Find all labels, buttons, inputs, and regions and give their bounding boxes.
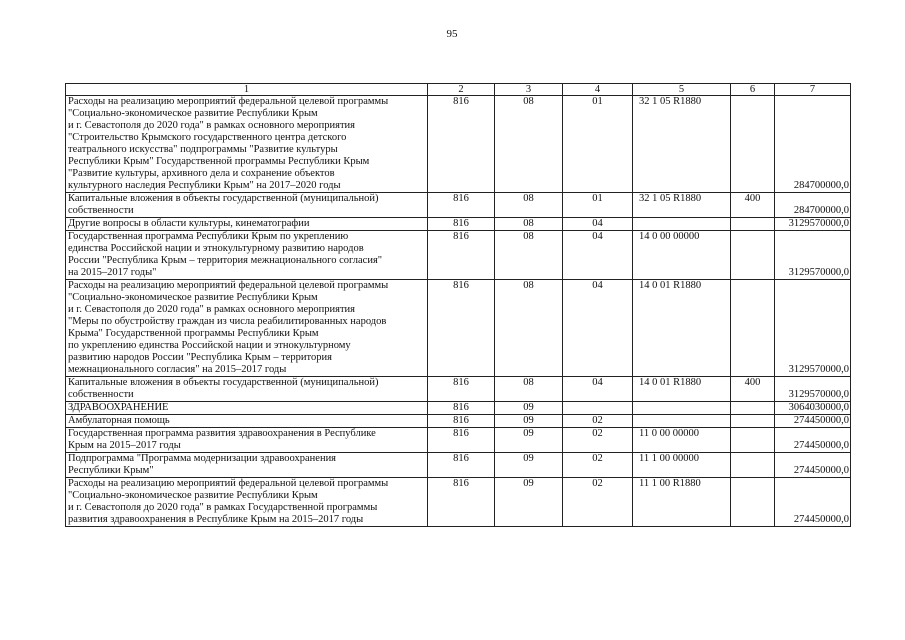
amount: 3129570000,0 <box>775 231 851 280</box>
target-article-code: 11 1 00 00000 <box>633 453 731 478</box>
section-code: 09 <box>495 415 563 428</box>
table-row <box>66 478 851 527</box>
description-line: Расходы на реализацию мероприятий федеральной целевой программы <box>68 478 389 489</box>
table-row <box>66 231 851 280</box>
description-line: Капитальные вложения в объекты государственной (муниципальной) <box>68 193 379 204</box>
target-article-code: 11 0 00 00000 <box>633 428 731 453</box>
description-line: "Социально-экономическое развитие Республики Крым <box>68 490 318 501</box>
row-description <box>66 280 428 377</box>
admin-code: 816 <box>428 193 495 218</box>
table-row <box>66 218 851 231</box>
row-description <box>66 96 428 193</box>
target-article-code <box>633 415 731 428</box>
description-line: и г. Севастополя до 2020 года" в рамках основного мероприятия <box>68 120 355 131</box>
subsection-code <box>563 402 633 415</box>
target-article-code: 32 1 05 R1880 <box>633 193 731 218</box>
description-line: единства Российской нации и этнокультурному развитию народов <box>68 243 364 254</box>
expense-type-code <box>731 478 775 527</box>
expense-type-code <box>731 96 775 193</box>
amount: 284700000,0 <box>775 193 851 218</box>
description-line: Расходы на реализацию мероприятий федеральной целевой программы <box>68 96 389 107</box>
admin-code: 816 <box>428 453 495 478</box>
target-article-code <box>633 402 731 415</box>
subsection-code: 04 <box>563 231 633 280</box>
description-line: по укреплению единства Российской нации и этнокультурному <box>68 340 351 351</box>
subsection-code: 02 <box>563 428 633 453</box>
amount: 3129570000,0 <box>775 377 851 402</box>
subsection-code: 04 <box>563 280 633 377</box>
description-line: собственности <box>68 205 134 216</box>
admin-code: 816 <box>428 218 495 231</box>
amount: 274450000,0 <box>775 453 851 478</box>
section-code: 08 <box>495 280 563 377</box>
subsection-code: 01 <box>563 193 633 218</box>
header-cell: 6 <box>731 84 775 96</box>
description-line: Республики Крым" <box>68 465 154 476</box>
subsection-code: 02 <box>563 453 633 478</box>
description-line: Другие вопросы в области культуры, кинематографии <box>68 218 310 229</box>
section-code: 09 <box>495 453 563 478</box>
header-cell: 7 <box>775 84 851 96</box>
description-line: Республики Крым" Государственной программы Республики Крым <box>68 156 370 167</box>
description-line: и г. Севастополя до 2020 года" в рамках Государственной программы <box>68 502 378 513</box>
header-cell: 1 <box>66 84 428 96</box>
row-description <box>66 231 428 280</box>
description-line: и г. Севастополя до 2020 года" в рамках основного мероприятия <box>68 304 355 315</box>
row-description <box>66 428 428 453</box>
description-line: "Меры по обустройству граждан из числа реабилитированных народов <box>68 316 387 327</box>
subsection-code: 02 <box>563 415 633 428</box>
row-description <box>66 402 428 415</box>
header-row <box>66 84 851 96</box>
subsection-code: 04 <box>563 218 633 231</box>
expense-type-code <box>731 453 775 478</box>
row-description <box>66 415 428 428</box>
admin-code: 816 <box>428 478 495 527</box>
admin-code: 816 <box>428 402 495 415</box>
description-line: развития здравоохранения в Республике Крым на 2015–2017 годы <box>68 514 364 525</box>
amount: 274450000,0 <box>775 428 851 453</box>
table-row <box>66 280 851 377</box>
subsection-code: 01 <box>563 96 633 193</box>
description-line: Расходы на реализацию мероприятий федеральной целевой программы <box>68 280 389 291</box>
table-row <box>66 415 851 428</box>
admin-code: 816 <box>428 377 495 402</box>
description-line: Капитальные вложения в объекты государственной (муниципальной) <box>68 377 379 388</box>
expense-type-code: 400 <box>731 377 775 402</box>
target-article-code <box>633 218 731 231</box>
row-description <box>66 193 428 218</box>
row-description <box>66 218 428 231</box>
row-description <box>66 478 428 527</box>
section-code: 08 <box>495 377 563 402</box>
budget-table <box>65 83 851 527</box>
admin-code: 816 <box>428 231 495 280</box>
header-cell: 5 <box>633 84 731 96</box>
table-row <box>66 377 851 402</box>
section-code: 08 <box>495 96 563 193</box>
section-code: 08 <box>495 218 563 231</box>
description-line: России "Республика Крым – территория межнационального согласия" <box>68 255 383 266</box>
admin-code: 816 <box>428 428 495 453</box>
description-line: Государственная программа Республики Крым по укреплению <box>68 231 349 242</box>
table-row <box>66 193 851 218</box>
header-cell: 4 <box>563 84 633 96</box>
section-code: 08 <box>495 231 563 280</box>
amount: 3064030000,0 <box>775 402 851 415</box>
header-cell: 2 <box>428 84 495 96</box>
expense-type-code <box>731 231 775 280</box>
subsection-code: 04 <box>563 377 633 402</box>
description-line: межнационального согласия" на 2015–2017 годы <box>68 364 287 375</box>
amount: 274450000,0 <box>775 478 851 527</box>
description-line: культурного наследия Республики Крым" на 2017–2020 годы <box>68 180 341 191</box>
expense-type-code <box>731 218 775 231</box>
target-article-code: 32 1 05 R1880 <box>633 96 731 193</box>
amount: 3129570000,0 <box>775 280 851 377</box>
description-line: Крым на 2015–2017 годы <box>68 440 181 451</box>
description-line: Государственная программа развития здравоохранения в Республике <box>68 428 376 439</box>
table-row <box>66 402 851 415</box>
section-code: 09 <box>495 402 563 415</box>
section-code: 08 <box>495 193 563 218</box>
description-line: собственности <box>68 389 134 400</box>
row-description <box>66 453 428 478</box>
expense-type-code: 400 <box>731 193 775 218</box>
expense-type-code <box>731 415 775 428</box>
description-line: Подпрограмма "Программа модернизации здравоохранения <box>68 453 337 464</box>
header-cell: 3 <box>495 84 563 96</box>
amount: 274450000,0 <box>775 415 851 428</box>
section-code: 09 <box>495 478 563 527</box>
description-line: "Строительство Крымского государственного центра детского <box>68 132 347 143</box>
admin-code: 816 <box>428 280 495 377</box>
target-article-code: 11 1 00 R1880 <box>633 478 731 527</box>
expense-type-code <box>731 280 775 377</box>
section-code: 09 <box>495 428 563 453</box>
description-line: на 2015–2017 годы" <box>68 267 157 278</box>
target-article-code: 14 0 01 R1880 <box>633 377 731 402</box>
expense-type-code <box>731 402 775 415</box>
expense-type-code <box>731 428 775 453</box>
description-line: развитию народов России "Республика Крым – территория <box>68 352 332 363</box>
description-line: ЗДРАВООХРАНЕНИЕ <box>68 402 169 413</box>
subsection-code: 02 <box>563 478 633 527</box>
description-line: "Развитие культуры, архивного дела и сохранение объектов <box>68 168 335 179</box>
target-article-code: 14 0 00 00000 <box>633 231 731 280</box>
description-line: Крыма" Государственной программы Республики Крым <box>68 328 319 339</box>
page-number: 95 <box>446 28 458 40</box>
description-line: Амбулаторная помощь <box>68 415 170 426</box>
description-line: "Социально-экономическое развитие Республики Крым <box>68 292 318 303</box>
amount: 284700000,0 <box>775 96 851 193</box>
target-article-code: 14 0 01 R1880 <box>633 280 731 377</box>
table-row <box>66 428 851 453</box>
description-line: театрального искусства" подпрограммы "Развитие культуры <box>68 144 338 155</box>
admin-code: 816 <box>428 415 495 428</box>
row-description <box>66 377 428 402</box>
description-line: "Социально-экономическое развитие Республики Крым <box>68 108 318 119</box>
amount: 3129570000,0 <box>775 218 851 231</box>
table-row <box>66 96 851 193</box>
admin-code: 816 <box>428 96 495 193</box>
table-row <box>66 453 851 478</box>
